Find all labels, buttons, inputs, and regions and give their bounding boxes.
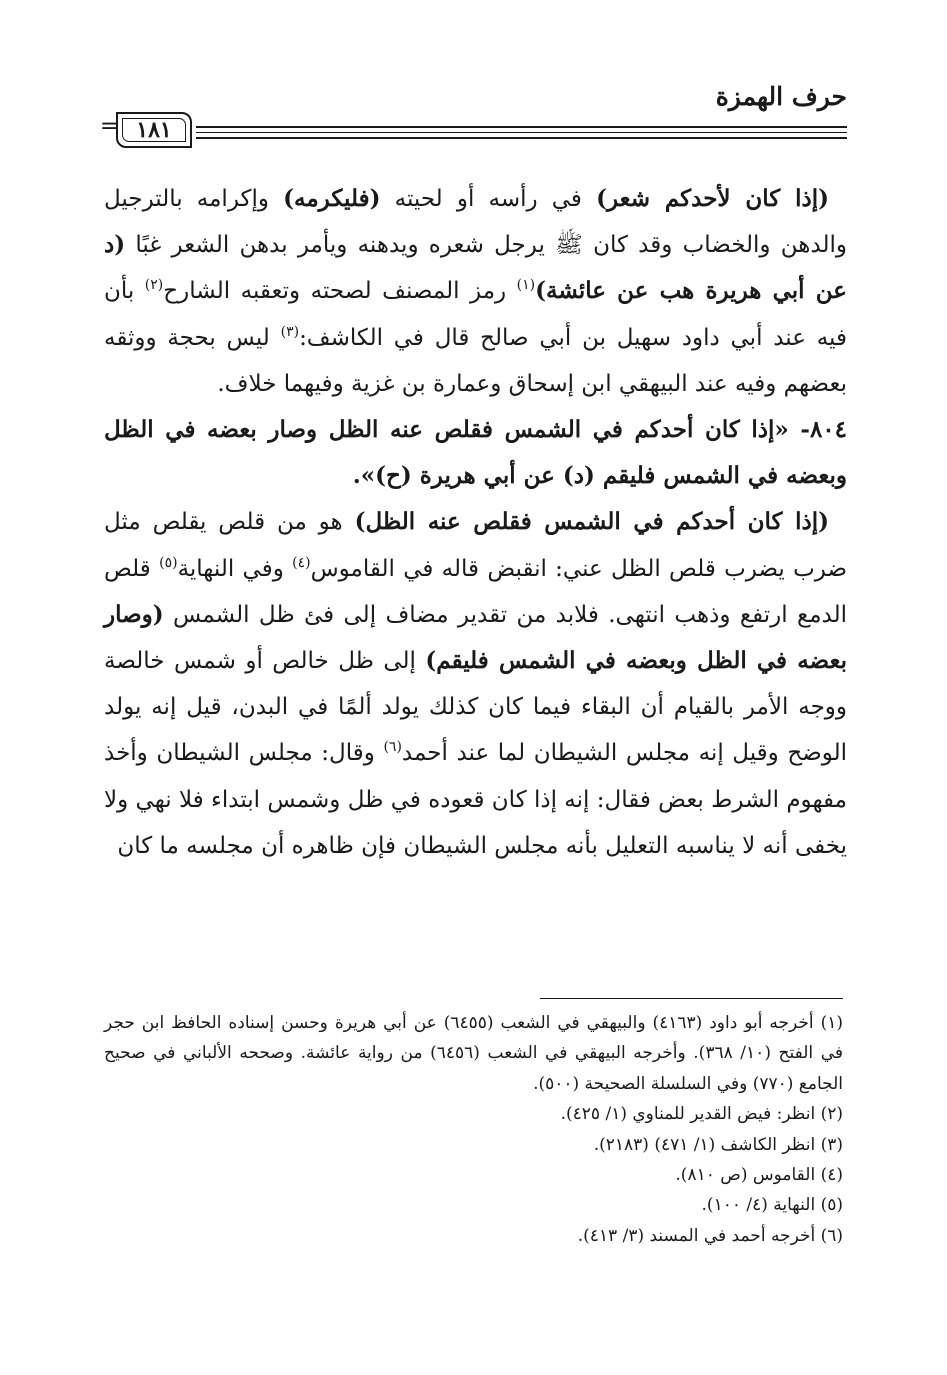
footnote-marker[interactable]: (١): [516, 277, 536, 294]
footnote: (٣) انظر الكاشف (١/ ٤٧١) (٢١٨٣).: [593, 1134, 843, 1155]
body-text: [104, 176, 847, 869]
footnotes: [104, 1008, 843, 1251]
text-run: قلص الدمع ارتفع وذهب انتهى. فلابد من تقدير مضاف إلى فئ ظل الشمس: [104, 555, 847, 628]
text-run: وإكرامه بالترجيل والدهن والخضاب وقد كان ﷺ يرجل شعره ويدهنه ويأمر بدهن الشعر غبًا: [104, 186, 847, 259]
commentary-paragraph: [104, 499, 847, 869]
quoted-text: (إذا كان أحدكم في الشمس فقلص عنه الظل): [354, 508, 829, 536]
header-rule: [196, 137, 847, 139]
text-run: وفي النهاية: [177, 555, 293, 582]
footnote-marker[interactable]: (٥): [159, 554, 178, 571]
quoted-text: (فليكرمه): [283, 185, 381, 212]
text-run: وقال: مجلس الشيطان وأخذ مفهوم الشرط بعض فقال: إنه إذا كان قعوده في ظل وشمس ابتداء فلا نهي ولا يخفى أنه لا يناسبه التعليل بأنه مجلس الشيطان فإن ظاهره أن مجلسه ما كان: [104, 740, 847, 859]
quoted-text: (وصار بعضه في الظل وبعضه في الشمس فليقم): [104, 600, 847, 675]
footnote: (٦) أخرجه أحمد في المسند (٣/ ٤١٣).: [577, 1225, 843, 1246]
footnote-marker[interactable]: (٣): [280, 323, 300, 340]
quoted-text: (إذا كان لأحدكم شعر): [596, 185, 829, 212]
header-ornament: =: [100, 114, 119, 139]
text-run: ليس بحجة ووثقه بعضهم وفيه عند البيهقي ابن إسحاق وعمارة بن غزية وفيهما خلاف.: [104, 324, 847, 397]
header-rule: [196, 126, 847, 128]
page-number-frame: [116, 112, 192, 148]
source-reference: (د عن أبي هريرة هب عن عائشة): [104, 231, 847, 305]
commentary-paragraph: [104, 176, 847, 407]
footnote-marker[interactable]: (٦): [383, 739, 402, 756]
hadith-entry: [104, 407, 847, 499]
hadith-number: ٨٠٤-: [788, 416, 847, 444]
footnote-marker[interactable]: (٤): [292, 554, 311, 571]
text-run: في رأسه أو لحيته: [380, 186, 597, 212]
text-run: بأن فيه عند أبي داود سهيل بن أبي صالح قال في الكاشف:: [104, 278, 847, 351]
text-run: إلى ظل خالص أو شمس خالصة ووجه الأمر بالقيام أن البقاء فيما كان كذلك يولد ألمًا في البدن، قيل إنه يولد الوضح وقيل إنه مجلس الشيطان لما عند أحمد: [104, 648, 848, 767]
hadith-text: «إذا كان أحدكم في الشمس فقلص عنه الظل وصار بعضه في الظل وبعضه في الشمس فليقم (د) عن أبي هريرة (ح)».: [104, 416, 847, 490]
footnote: (٤) القاموس (ص ٨١٠).: [675, 1165, 843, 1186]
text-run: هو من قلص يقلص مثل ضرب يضرب قلص الظل عني: انقبض قاله في القاموس: [104, 509, 847, 582]
page-number: ١٨١: [136, 117, 172, 143]
footnote-marker[interactable]: (٢): [144, 277, 164, 294]
chapter-title: حرف الهمزة: [715, 82, 847, 111]
text-run: رمز المصنف لصحته وتعقبه الشارح: [163, 278, 517, 305]
footnote: (٢) انظر: فيض القدير للمناوي (١/ ٤٢٥).: [560, 1104, 843, 1125]
footnote: (١) أخرجه أبو داود (٤١٦٣) والبيهقي في الشعب (٦٤٥٥) عن أبي هريرة وحسن إسناده الحافظ ابن حجر في الفتح (١٠/ ٣٦٨). وأخرجه البيهقي في الشعب (٦٤٥٦) من رواية عائشة. وصححه الألباني في صحيح الجامع (٧٧٠) وفي السلسلة الصحيحة (٥٠٠).: [104, 1013, 843, 1094]
footnote-separator: [540, 998, 843, 999]
footnote: (٥) النهاية (٤/ ١٠٠).: [701, 1195, 843, 1216]
header-rule: [196, 132, 847, 133]
